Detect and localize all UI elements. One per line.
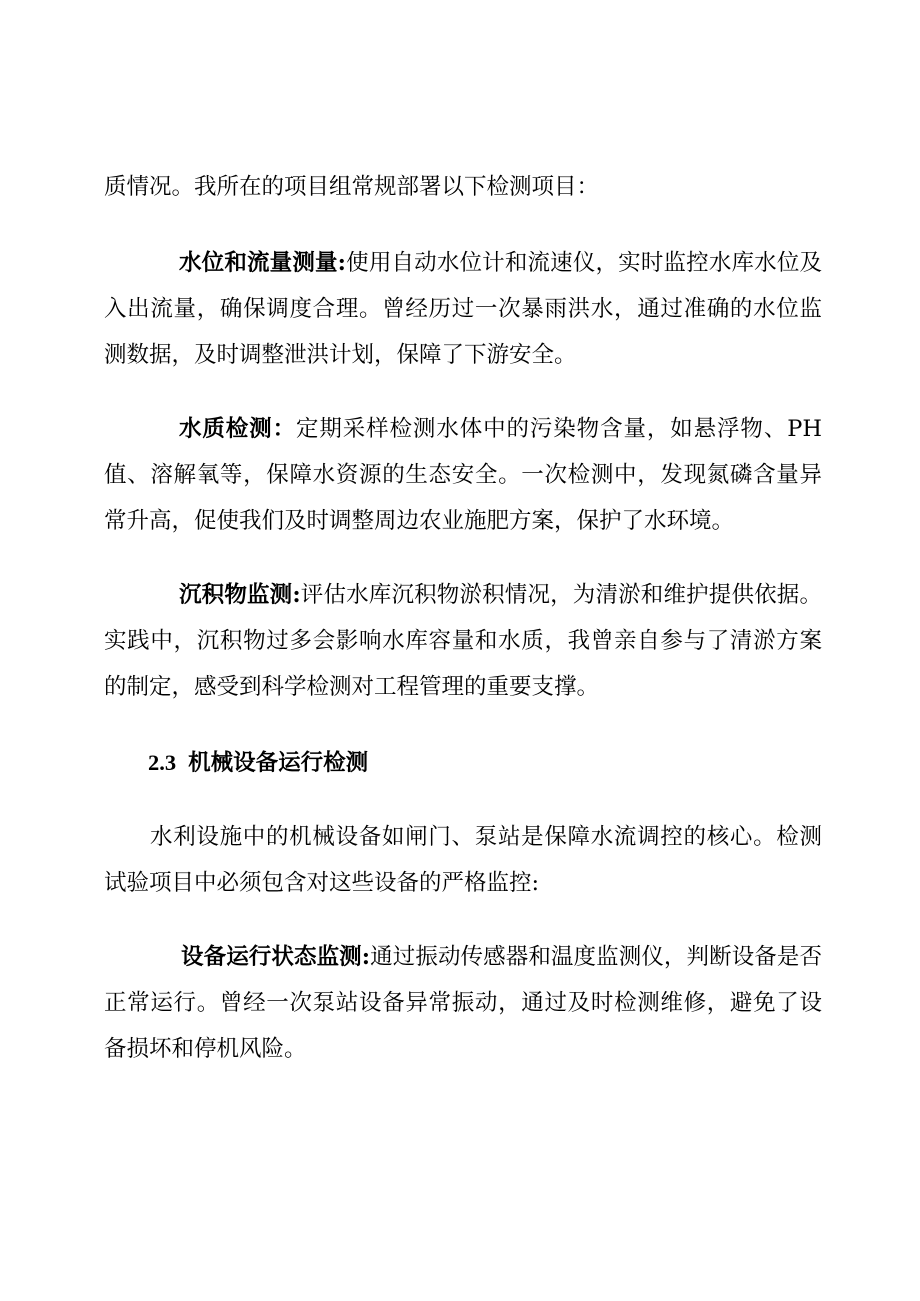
item-text: 评估水库沉积物淤积情况，为清淤和维护提供依据。实践中，沉积物过多会影响水库容量和水质，我曾亲自参与了清淤方案的制定，感受到科学检测对工程管理的重要支撑。 bbox=[104, 582, 822, 700]
item-water-level bbox=[104, 240, 822, 378]
item-term: 沉积物监测: bbox=[179, 582, 301, 608]
item-term: 水质检测： bbox=[179, 416, 296, 442]
item-term: 设备运行状态监测: bbox=[181, 944, 371, 970]
section-intro-text: 水利设施中的机械设备如闸门、泵站是保障水流调控的核心。检测试验项目中必须包含对这些设备的严格监控: bbox=[104, 824, 822, 896]
section-number: 2.3 bbox=[148, 750, 177, 775]
item-sediment bbox=[104, 572, 822, 710]
intro-text: 质情况。我所在的项目组常规部署以下检测项目： bbox=[104, 174, 600, 200]
intro-paragraph bbox=[104, 164, 822, 210]
section-intro-paragraph bbox=[104, 814, 822, 906]
section-title: 机械设备运行检测 bbox=[188, 750, 369, 776]
item-equipment-status bbox=[104, 934, 822, 1072]
item-text: 使用自动水位计和流速仪，实时监控水库水位及入出流量，确保调度合理。曾经历过一次暴雨洪水，通过准确的水位监测数据，及时调整泄洪计划，保障了下游安全。 bbox=[104, 250, 822, 368]
item-water-quality bbox=[104, 406, 822, 544]
item-term: 水位和流量测量: bbox=[179, 250, 346, 276]
section-heading bbox=[148, 740, 368, 786]
item-text: 通过振动传感器和温度监测仪，判断设备是否正常运行。曾经一次泵站设备异常振动，通过及时检测维修，避免了设备损坏和停机风险。 bbox=[104, 944, 822, 1062]
item-text: 定期采样检测水体中的污染物含量，如悬浮物、PH值、溶解氧等，保障水资源的生态安全。一次检测中，发现氮磷含量异常升高，促使我们及时调整周边农业施肥方案，保护了水环境。 bbox=[104, 416, 822, 534]
